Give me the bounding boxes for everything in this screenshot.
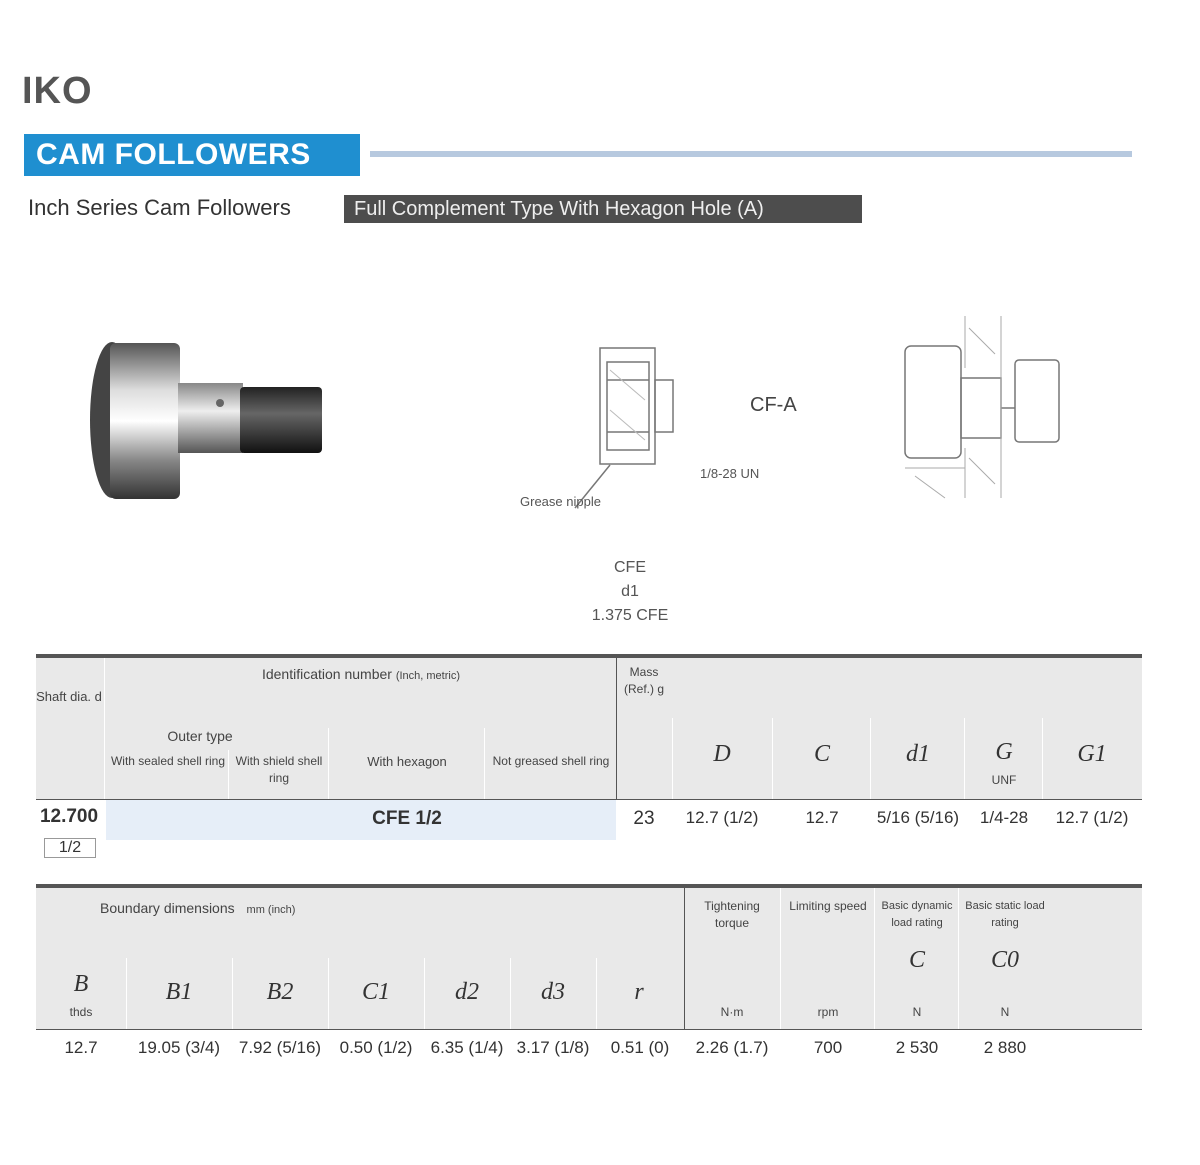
type-tag: Full Complement Type With Hexagon Hole (A) — [344, 195, 862, 223]
cam-follower-photo — [80, 335, 340, 510]
caption-line-1: CFE — [614, 559, 646, 576]
mass-header: Mass (Ref.) g — [623, 665, 664, 696]
identification-table — [36, 654, 1142, 802]
header-C1: C1 — [361, 979, 390, 1005]
cell-shaft: 12.700 — [39, 806, 99, 827]
shaft-header: Shaft dia. d — [36, 689, 102, 704]
ident-group-header — [106, 666, 616, 685]
caption-line-2: d1 — [621, 583, 639, 600]
section-banner: CAM FOLLOWERS — [24, 134, 360, 176]
header-G: G — [995, 739, 1013, 765]
cell-G: 1/4-28 — [979, 808, 1029, 827]
cell-d3: 3.17 (1/8) — [516, 1038, 590, 1057]
boundary-group-label: Boundary dimensions — [100, 900, 235, 916]
thread-label: 1/8-28 UN — [700, 466, 760, 481]
cell-C: 12.7 — [805, 808, 839, 827]
cell-shaft-fraction: 1/2 — [44, 838, 96, 858]
figure-caption — [540, 556, 720, 628]
outer-type-header: Outer type — [167, 728, 233, 744]
subheader-not-greased: Not greased shell ring — [492, 754, 610, 768]
dynamic-rating-unit: N — [912, 1005, 922, 1019]
cell-B1: 19.05 (3/4) — [137, 1038, 221, 1057]
header-C: C — [813, 741, 830, 767]
table-row — [36, 800, 1142, 840]
banner-rule — [370, 151, 1132, 157]
type-label: CF-A — [750, 394, 797, 416]
cell-G1: 12.7 (1/2) — [1055, 808, 1129, 827]
header-d2: d2 — [455, 979, 479, 1005]
header-r: r — [634, 979, 644, 1005]
header-B2: B2 — [266, 979, 294, 1005]
subheader-sealed: With sealed shell ring — [110, 754, 226, 768]
mounting-drawing — [895, 308, 1075, 508]
header-B: B — [73, 971, 89, 997]
cell-B: 12.7 — [64, 1038, 98, 1057]
subheader-hexagon: With hexagon — [367, 754, 447, 769]
subheader-shield: With shield shell ring — [235, 754, 323, 785]
series-subtitle: Inch Series Cam Followers — [28, 195, 291, 220]
brand-logo: IKO — [22, 70, 93, 112]
cell-C1: 0.50 (1/2) — [339, 1038, 413, 1057]
cell-limit-speed: 700 — [813, 1038, 843, 1057]
cell-B2: 7.92 (5/16) — [238, 1038, 322, 1057]
cell-d2: 6.35 (1/4) — [430, 1038, 504, 1057]
header-d1: d1 — [906, 741, 930, 767]
dynamic-rating-symbol: C — [908, 947, 925, 973]
torque-unit: N·m — [720, 1005, 744, 1019]
static-rating-unit: N — [1000, 1005, 1010, 1019]
header-G1: G1 — [1077, 741, 1107, 767]
grease-nipple-label: Grease nipple — [520, 494, 601, 509]
dimensions-table — [36, 884, 1142, 1032]
caption-line-3: 1.375 CFE — [591, 607, 669, 624]
header-D: D — [713, 741, 731, 767]
boundary-group-header — [46, 900, 686, 919]
limit-speed-unit: rpm — [817, 1005, 839, 1019]
torque-header: Tightening torque — [704, 899, 760, 930]
cell-d1: 5/16 (5/16) — [876, 808, 960, 827]
cell-ident: CFE 1/2 — [372, 808, 442, 829]
header-G-unf: UNF — [991, 773, 1017, 787]
limit-speed-header: Limiting speed — [789, 899, 867, 913]
cell-r: 0.51 (0) — [610, 1038, 670, 1057]
cell-dynamic-rating: 2 530 — [895, 1038, 939, 1057]
boundary-group-unit: mm (inch) — [246, 904, 296, 916]
cell-static-rating: 2 880 — [983, 1038, 1027, 1057]
dynamic-rating-header: Basic dynamic load rating — [881, 900, 953, 929]
cell-D: 12.7 (1/2) — [685, 808, 759, 827]
table-row — [36, 1030, 1142, 1070]
header-B1: B1 — [165, 979, 193, 1005]
ident-group-note: (Inch, metric) — [395, 670, 461, 682]
ident-group-label: Identification number — [261, 666, 392, 682]
section-drawing — [515, 340, 755, 515]
cell-torque: 2.26 (1.7) — [695, 1038, 769, 1057]
cell-mass: 23 — [633, 808, 655, 829]
static-rating-symbol: C0 — [990, 947, 1019, 973]
static-rating-header: Basic static load rating — [965, 900, 1045, 929]
header-B-thds: thds — [69, 1005, 93, 1019]
header-d3: d3 — [541, 979, 565, 1005]
